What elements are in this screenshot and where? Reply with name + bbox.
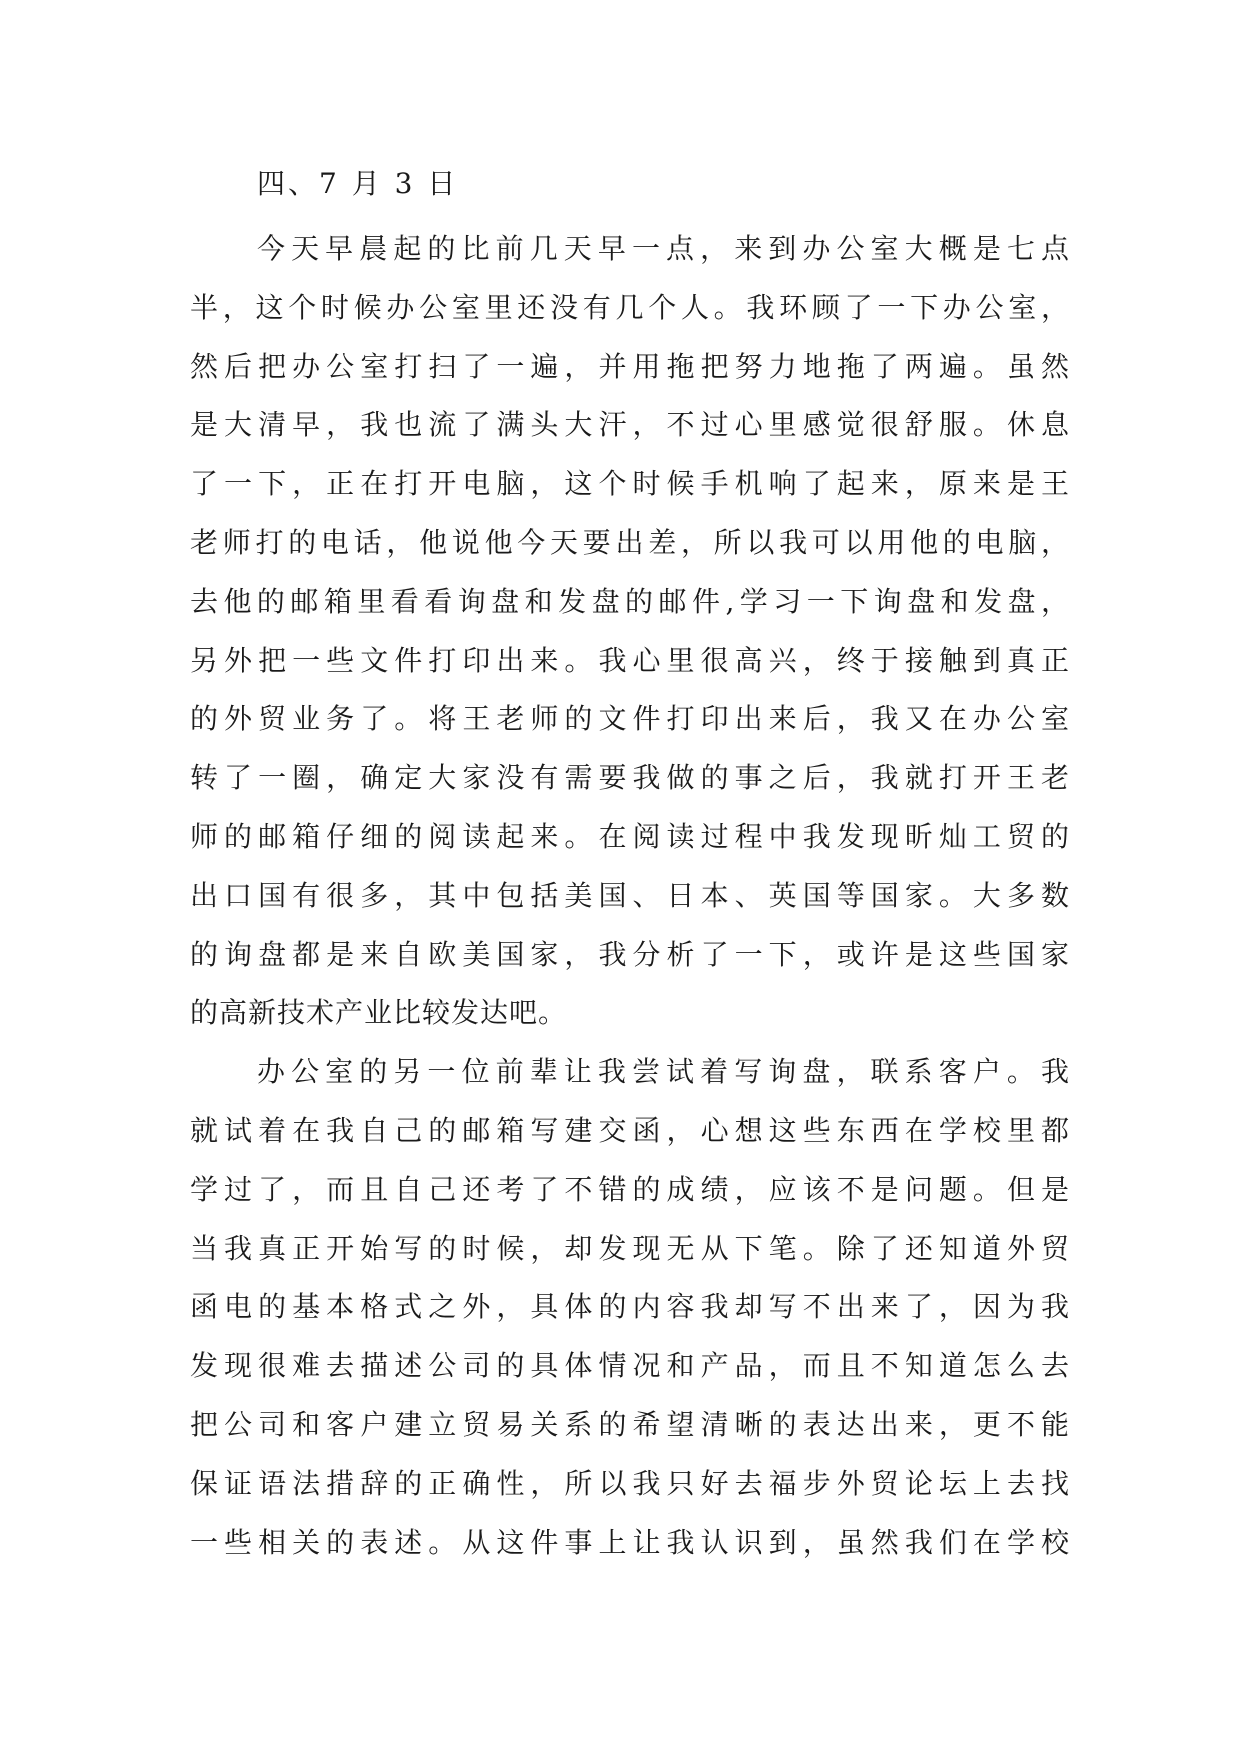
text-line: 一些相关的表述。从这件事上让我认识到，虽然我们在学校 — [190, 1525, 1070, 1559]
text-line: 发现很难去描述公司的具体情况和产品，而且不知道怎么去 — [190, 1349, 1070, 1383]
text-line: 老师打的电话，他说他今天要出差，所以我可以用他的电脑， — [190, 525, 1070, 559]
text-line: 是大清早，我也流了满头大汗，不过心里感觉很舒服。休息 — [190, 408, 1070, 442]
text-line: 出口国有很多，其中包括美国、日本、英国等国家。大多数 — [190, 878, 1070, 912]
text-line: 的高新技术产业比较发达吧。 — [190, 996, 568, 1030]
text-line: 的询盘都是来自欧美国家，我分析了一下，或许是这些国家 — [190, 937, 1070, 971]
section-heading: 四、7 月 3 日 — [257, 167, 459, 200]
text-line: 办公室的另一位前辈让我尝试着写询盘，联系客户。我 — [257, 1055, 1070, 1089]
text-line: 当我真正开始写的时候，却发现无从下笔。除了还知道外贸 — [190, 1231, 1070, 1265]
text-line: 然后把办公室打扫了一遍，并用拖把努力地拖了两遍。虽然 — [190, 349, 1070, 383]
text-line: 另外把一些文件打印出来。我心里很高兴，终于接触到真正 — [190, 643, 1070, 677]
text-line: 了一下，正在打开电脑，这个时候手机响了起来，原来是王 — [190, 467, 1070, 501]
document-body — [190, 220, 1070, 1572]
text-line: 转了一圈，确定大家没有需要我做的事之后，我就打开王老 — [190, 761, 1070, 795]
text-line: 就试着在我自己的邮箱写建交函，心想这些东西在学校里都 — [190, 1113, 1070, 1147]
text-line: 半，这个时候办公室里还没有几个人。我环顾了一下办公室， — [190, 290, 1070, 324]
text-line: 的外贸业务了。将王老师的文件打印出来后，我又在办公室 — [190, 702, 1070, 736]
text-line: 去他的邮箱里看看询盘和发盘的邮件,学习一下询盘和发盘， — [190, 584, 1070, 618]
text-line: 今天早晨起的比前几天早一点，来到办公室大概是七点 — [257, 232, 1070, 265]
paragraph-2 — [190, 1043, 1070, 1572]
text-line: 把公司和客户建立贸易关系的希望清晰的表达出来，更不能 — [190, 1407, 1070, 1441]
text-line: 函电的基本格式之外，具体的内容我却写不出来了，因为我 — [190, 1290, 1070, 1324]
text-line: 学过了，而且自己还考了不错的成绩，应该不是问题。但是 — [190, 1172, 1070, 1206]
text-line: 师的邮箱仔细的阅读起来。在阅读过程中我发现昕灿工贸的 — [190, 819, 1070, 853]
paragraph-1 — [190, 220, 1070, 1043]
text-line: 保证语法措辞的正确性，所以我只好去福步外贸论坛上去找 — [190, 1466, 1070, 1500]
